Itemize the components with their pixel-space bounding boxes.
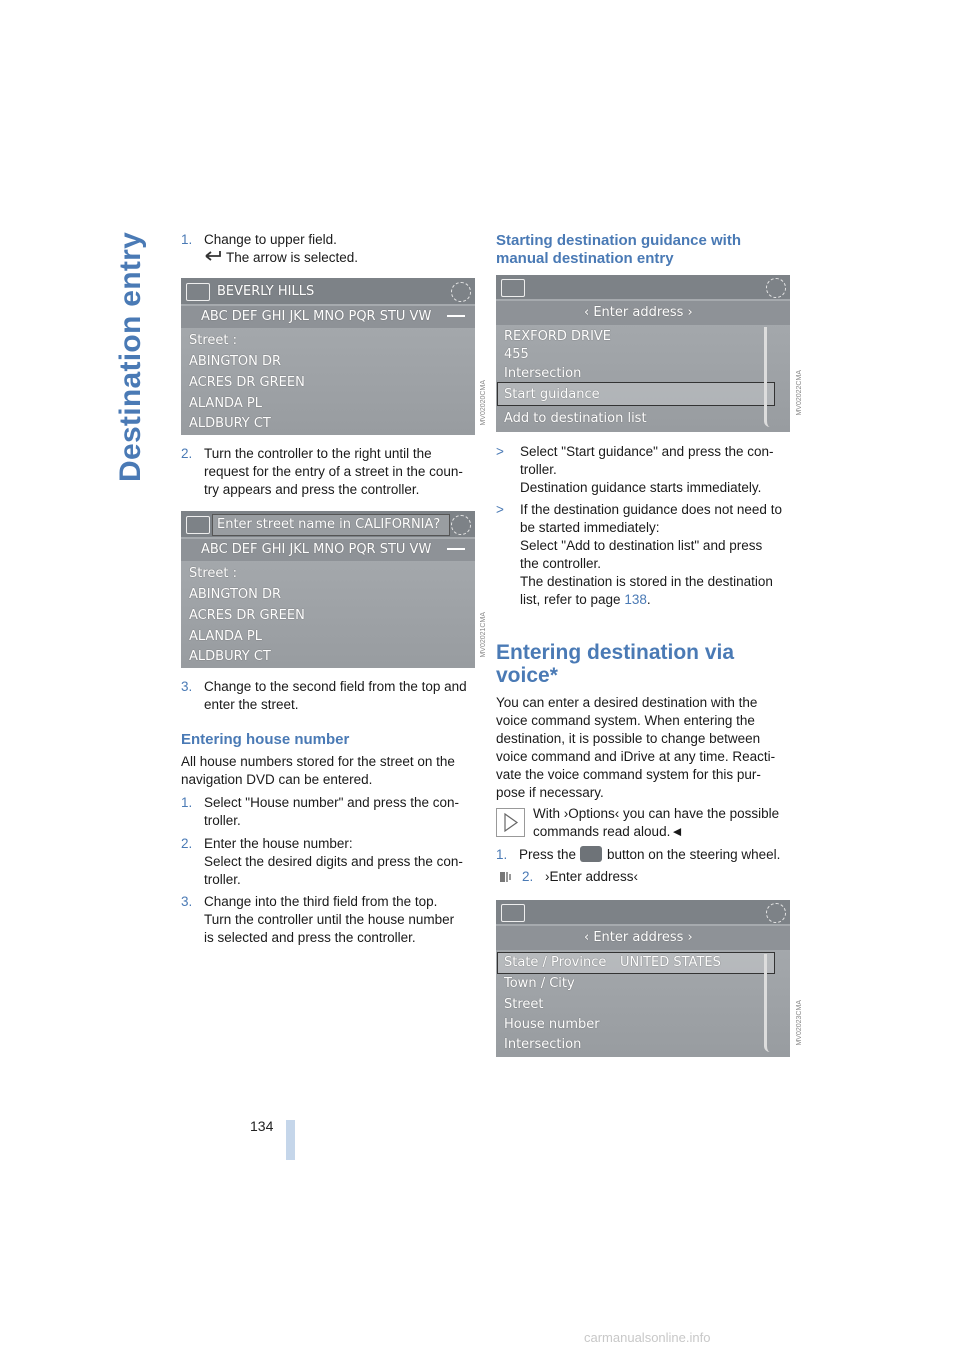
bullet-start-guidance: > Select "Start guidance" and press the con- troller. Destination guidance starts immediately.: [496, 444, 774, 495]
heading-start-guidance: Starting destination guidance with manual destination entry: [496, 232, 742, 267]
house-step-1: 1. Select "House number" and press the con- troller.: [181, 795, 459, 828]
scroll-bar: [764, 327, 781, 427]
delete-arrow-icon: [447, 315, 465, 317]
step-3: 3. Change to the second field from the top and enter the street.: [181, 679, 467, 712]
note-options: With ›Options‹ you can have the possible commands read aloud.◄: [533, 806, 780, 839]
page-number: 134: [250, 1118, 274, 1134]
voice-button-icon: [580, 846, 602, 862]
image-code: MV02021CMA: [480, 612, 487, 658]
step-2: 2. Turn the controller to the right until the request for the entry of a street in the coun- try appears and press the controller.: [181, 446, 463, 497]
heading-house-number: Entering house number: [181, 731, 350, 748]
controller-icon: [766, 278, 786, 298]
scroll-bar: [764, 954, 781, 1052]
back-button-icon: [501, 904, 525, 922]
house-number-intro: All house numbers stored for the street on the navigation DVD can be entered.: [181, 754, 455, 787]
page-link[interactable]: 138: [624, 592, 647, 607]
controller-icon: [451, 282, 471, 302]
footer-watermark: carmanualsonline.info: [584, 1330, 711, 1345]
voice-intro: You can enter a desired destination with the voice command system. When entering the destination, it is possible to change between voice command and iDrive at any time. Reacti- vate the voice command system for this pur- pose if necessary.: [496, 695, 776, 800]
screen-enter-address: ‹ Enter address › State / Province UNITED STATES Town / City Street House number Intersection: [496, 900, 790, 1057]
page-marker-bar: [286, 1120, 295, 1160]
voice-step-1: 1. Press the button on the steering wheel.: [496, 847, 781, 862]
image-code: MV02020CMA: [480, 380, 487, 426]
back-button-icon: [501, 279, 525, 297]
section-title-voice: Entering destination via voice*: [496, 641, 735, 687]
back-button-icon: [186, 516, 210, 534]
controller-icon: [766, 903, 786, 923]
image-code: MV02022CMA: [796, 370, 803, 416]
voice-command-icon: [496, 866, 516, 888]
bullet-add-destination: > If the destination guidance does not need to be started immediately: Select "Add to destination list" and press the controller. The destination is stored in the destination list, refer to page 138.: [496, 502, 782, 607]
screen-street-list: BEVERLY HILLS ABC DEF GHI JKL MNO PQR STU VW Street : ABINGTON DR ACRES DR GREEN ALANDA PL ALDBURY CT: [181, 278, 475, 435]
house-step-2: 2. Enter the house number: Select the desired digits and press the con- troller.: [181, 836, 463, 887]
back-button-icon: [186, 283, 210, 301]
screen-start-guidance: ‹ Enter address › REXFORD DRIVE 455 Intersection Start guidance Add to destination list: [496, 275, 790, 432]
image-code: MV02023CMA: [796, 1000, 803, 1046]
voice-step-2: 2. ›Enter address‹: [522, 869, 639, 884]
note-triangle-icon: [496, 808, 525, 837]
step-1: 1. Change to upper field. The arrow is selected.: [181, 231, 481, 271]
delete-arrow-icon: [447, 548, 465, 550]
back-arrow-icon: [204, 249, 226, 268]
chapter-side-title: Destination entry: [114, 231, 147, 482]
screen-enter-street: Enter street name in CALIFORNIA? ABC DEF GHI JKL MNO PQR STU VW Street : ABINGTON DR ACRES DR GREEN ALANDA PL ALDBURY CT: [181, 511, 475, 668]
controller-icon: [451, 515, 471, 535]
house-step-3: 3. Change into the third field from the top. Turn the controller until the house number is selected and press the controller.: [181, 894, 455, 945]
